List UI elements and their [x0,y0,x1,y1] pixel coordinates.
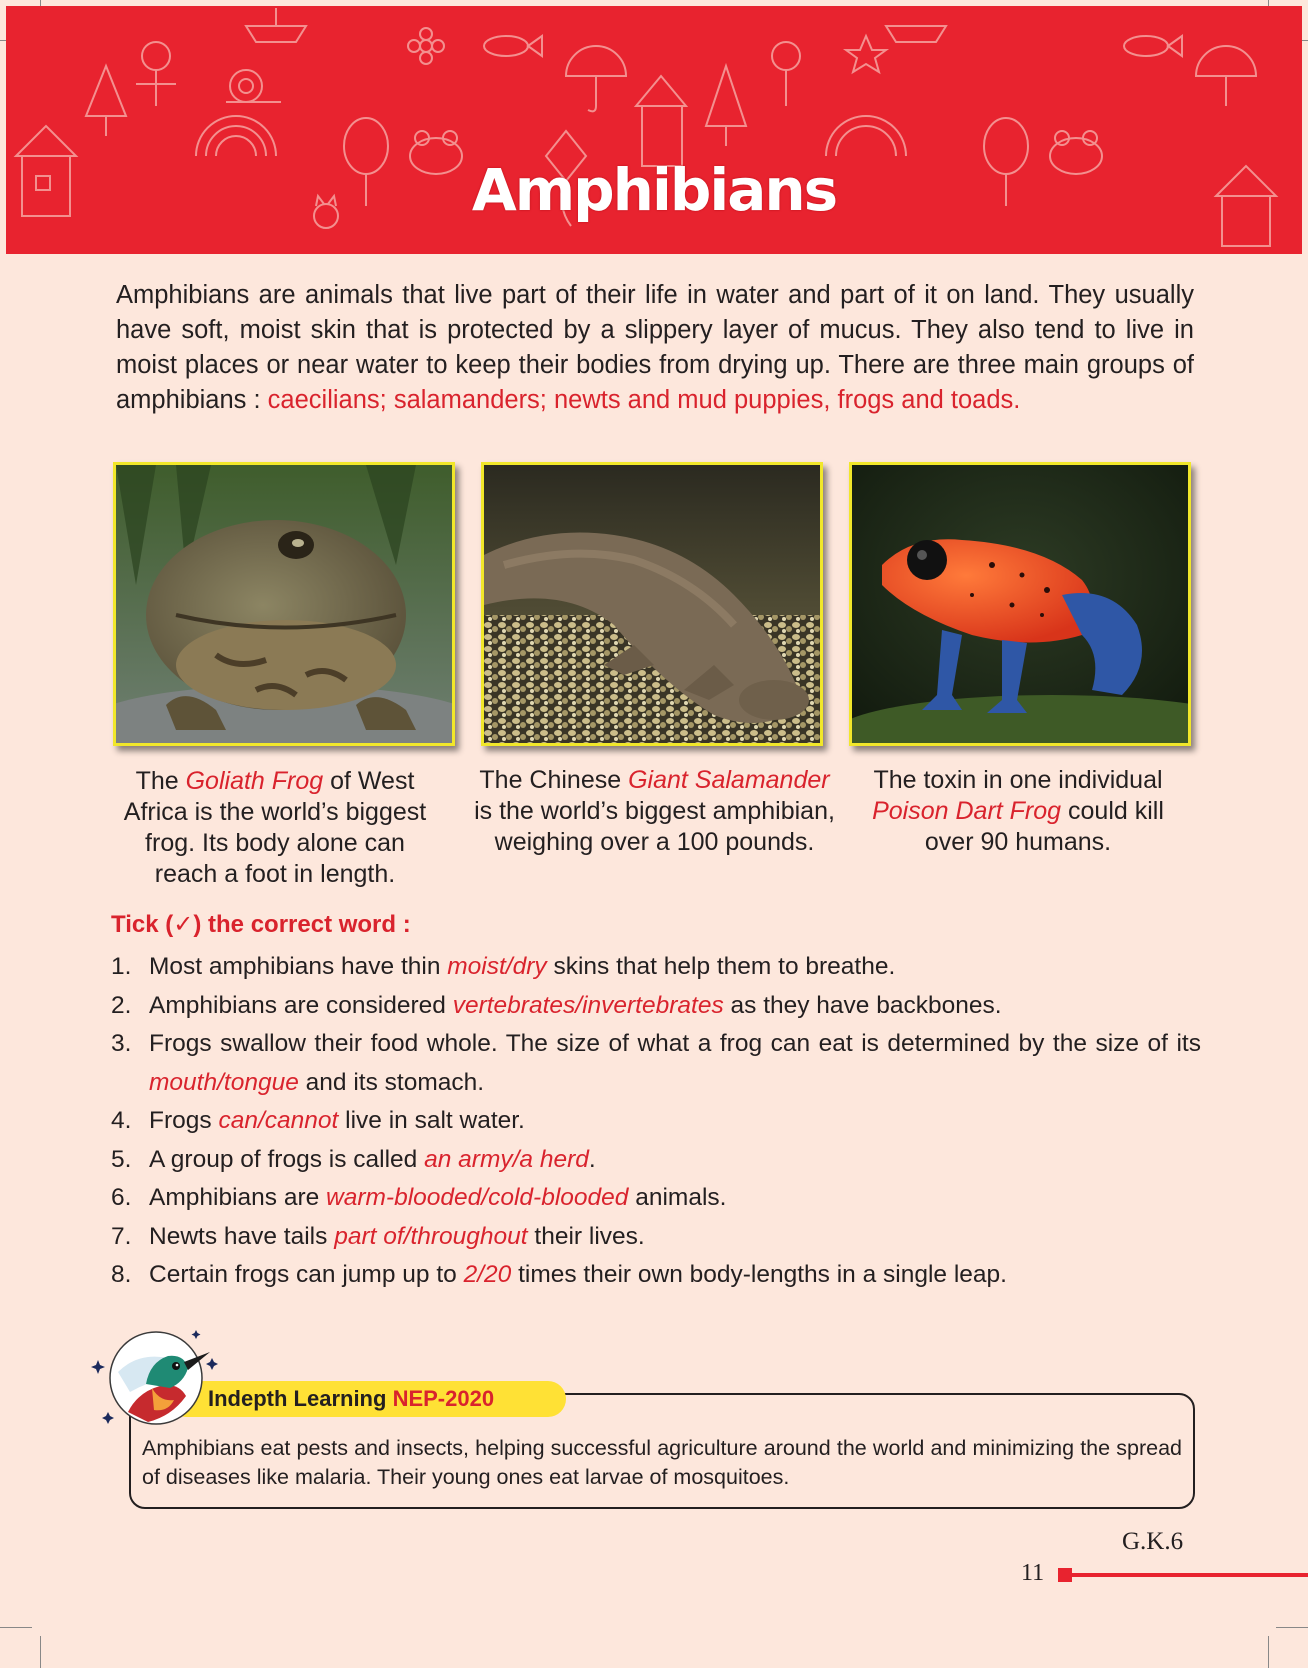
question-number: 7. [111,1222,132,1250]
question-item [111,1025,1201,1102]
goliath-frog-name: Goliath Frog [185,767,324,795]
answer-choice[interactable]: warm-blooded/cold-blooded [326,1184,629,1211]
question-number: 1. [111,953,132,980]
question-number: 5. [111,1145,132,1173]
giant-salamander-photo [481,462,823,746]
answer-choice[interactable]: an army/a herd [424,1145,589,1173]
crop-mark [40,1636,41,1668]
answer-choice[interactable]: can/cannot [218,1107,339,1134]
rainbow-doodle-icon [196,116,276,156]
boat-doodle-icon [886,26,946,42]
poison-dart-frog-photo [849,462,1191,746]
question-number: 3. [111,1030,132,1057]
question-text: Amphibians are considered [149,991,453,1019]
house-doodle-icon [636,76,686,166]
boat-doodle-icon [246,8,306,42]
exercise-heading: Tick (✓) the correct word : [111,911,411,938]
caption-text: The [135,767,186,795]
question-text: as they have backbones. [723,991,1002,1019]
question-item [111,1102,1201,1141]
caption-text: of West [323,767,415,795]
nep-tag: NEP-2020 [392,1386,495,1411]
fish-doodle-icon [1124,36,1182,56]
page-title: Amphibians [471,156,837,224]
question-number: 6. [111,1184,132,1211]
caption-line: frog. Its body alone can [145,829,405,857]
footer-square [1058,1568,1072,1582]
answer-choice[interactable]: vertebrates/invertebrates [452,991,724,1019]
umbrella-doodle-icon [1196,46,1256,106]
caption-text: could kill [1061,797,1164,825]
header-banner [6,6,1302,254]
question-item [111,1141,1201,1180]
answer-choice[interactable]: 2/20 [463,1261,512,1288]
caption-line: over 90 humans. [924,828,1112,856]
question-text: their lives. [527,1222,645,1250]
answer-choice[interactable]: moist/dry [447,953,547,980]
goliath-frog-caption [95,766,455,890]
caption-text: The Chinese [479,766,629,794]
question-item [111,987,1201,1026]
question-text: Frogs swallow their food whole. The size of what a frog can eat is determined by the size of its [149,1030,1201,1057]
question-text: live in salt water. [338,1107,525,1134]
snail-doodle-icon [226,70,281,102]
caption-line: Africa is the world’s biggest [123,798,427,826]
caption-line: reach a foot in length. [154,860,396,888]
question-number: 8. [111,1261,132,1288]
caption-line [95,766,455,797]
book-code: G.K.6 [1122,1528,1184,1555]
indepth-learning-label [168,1381,566,1417]
kingfisher-mascot-icon [88,1322,224,1434]
kid-doodle-icon [772,42,800,106]
intro-text: Amphibians are animals that live part of their life in water and part of it on land. They usually have soft, moist skin that is protected by a slippery layer of mucus. They also tend to live in moist places or near water to keep their bodies from drying up. There are three main groups of amphibians : [116,281,1194,414]
tree-doodle-icon [706,66,746,146]
caption-line [462,765,847,796]
rainbow-doodle-icon [826,116,906,156]
question-text: animals. [628,1184,727,1211]
crop-mark [0,1627,32,1628]
question-text: and its stomach. [298,1068,485,1096]
question-number: 4. [111,1107,132,1134]
footer-rule [1072,1573,1308,1577]
question-number: 2. [111,991,132,1019]
giant-salamander-caption [462,765,847,858]
answer-choice[interactable]: part of/throughout [334,1222,528,1250]
question-text: Newts have tails [149,1222,335,1250]
question-list [111,948,1201,1295]
indepth-label-text: Indepth Learning [208,1386,393,1411]
caption-line [848,796,1188,827]
star-doodle-icon [846,36,886,72]
caption-line: weighing over a 100 pounds. [494,828,815,856]
fish-doodle-icon [484,36,542,56]
flower-doodle-icon [408,28,444,64]
question-item [111,1179,1201,1218]
question-text: Frogs [149,1107,219,1134]
question-text: Certain frogs can jump up to [149,1261,464,1288]
crop-mark [1268,1636,1269,1668]
amphibian-groups-highlight: caecilians; salamanders; newts and mud puppies, frogs and toads. [267,386,1021,414]
umbrella-doodle-icon [566,46,626,111]
question-text: times their own body-lengths in a single leap. [511,1261,1007,1288]
question-item [111,1256,1201,1295]
poison-dart-frog-name: Poison Dart Frog [872,797,1062,825]
tree-doodle-icon [86,66,126,136]
question-text: . [588,1145,596,1173]
question-text: A group of frogs is called [149,1145,425,1173]
question-text: Amphibians are [149,1184,327,1211]
goliath-frog-photo [113,462,455,746]
caption-line: The toxin in one individual [873,766,1163,794]
page-number: 11 [1021,1560,1045,1586]
indepth-learning-text: Amphibians eat pests and insects, helping successful agriculture around the world and minimizing the spread of diseases like malaria. Their young ones eat larvae of mosquitoes. [142,1436,1182,1489]
kid-doodle-icon [136,42,176,106]
question-item [111,1218,1201,1257]
caption-line: is the world’s biggest amphibian, [474,797,835,825]
intro-paragraph [116,278,1194,418]
question-text: Most amphibians have thin [149,953,448,980]
poison-dart-frog-caption [848,765,1188,858]
question-text: skins that help them to breathe. [546,953,896,980]
question-item [111,948,1201,987]
answer-choice[interactable]: mouth/tongue [149,1068,299,1096]
crop-mark [1276,1627,1308,1628]
giant-salamander-name: Giant Salamander [628,766,830,794]
